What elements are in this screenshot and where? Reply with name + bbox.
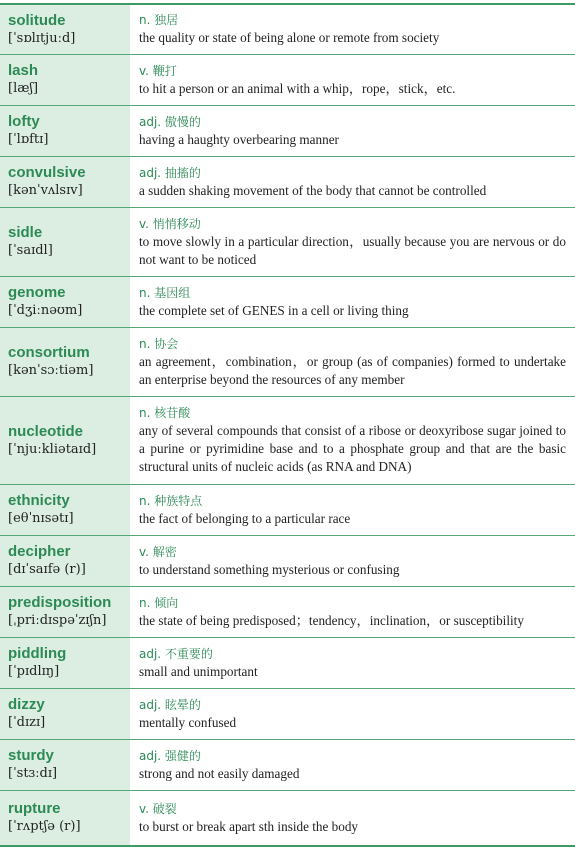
table-row (0, 208, 575, 277)
definition: to understand something mysterious or confusing (139, 561, 400, 577)
table-row (0, 740, 575, 791)
definition: to burst or break apart sth inside the body (139, 818, 359, 834)
part-of-speech: adj. 强健的 (139, 748, 201, 763)
word-cell (0, 536, 130, 586)
definition: the quality or state of being alone or remote from society (139, 30, 440, 45)
headword: predisposition (8, 594, 112, 611)
part-of-speech: n. 核苷酸 (139, 406, 191, 420)
table-row (0, 638, 575, 689)
table-row (0, 587, 575, 638)
definition: having a haughty overbearing manner (139, 131, 339, 147)
headword: solitude (8, 11, 66, 29)
definition-cell (130, 277, 575, 327)
part-of-speech: n. 协会 (139, 336, 179, 351)
word-cell (0, 397, 130, 484)
headword: lash (8, 62, 39, 79)
phonetic: [ˈpɪdlɪŋ] (8, 664, 60, 679)
phonetic: [kənˈvʌlsɪv] (8, 183, 83, 198)
phonetic: [ˈrʌptʃə (r)] (8, 819, 81, 834)
word-cell (0, 5, 130, 54)
word-cell (0, 485, 130, 535)
headword: sturdy (8, 747, 54, 764)
part-of-speech: v. 鞭打 (139, 63, 177, 78)
word-cell (0, 106, 130, 156)
headword: lofty (8, 113, 40, 130)
table-row (0, 55, 575, 106)
word-cell (0, 689, 130, 739)
headword: genome (8, 284, 66, 301)
definition-cell (130, 328, 575, 396)
definition-cell (130, 689, 575, 739)
phonetic: [ˌpriːdɪspəˈzɪʃn] (8, 613, 107, 628)
phonetic: [ˈsɒlɪtjuːd] (8, 30, 76, 46)
part-of-speech: v. 悄悄移动 (139, 216, 201, 231)
phonetic: [ˈdʒiːnəʊm] (8, 303, 83, 318)
definition: a sudden shaking movement of the body that cannot be controlled (139, 182, 487, 198)
definition-cell (130, 208, 575, 276)
definition: the complete set of GENES in a cell or living thing (139, 302, 409, 318)
definition: any of several compounds that consist of a ribose or deoxyribose sugar joined to a purine or pyrimidine base and to a phosphate group and that are the basic structural units of nucleic acids (as RNA and DNA) (139, 423, 566, 474)
phonetic: [ˈlɒftɪ] (8, 132, 49, 147)
headword: dizzy (8, 696, 45, 713)
word-cell (0, 277, 130, 327)
part-of-speech: v. 破裂 (139, 801, 177, 816)
table-row (0, 106, 575, 157)
table-row (0, 536, 575, 587)
word-cell (0, 638, 130, 688)
definition-cell (130, 587, 575, 637)
word-cell (0, 157, 130, 207)
definition-cell (130, 638, 575, 688)
word-cell (0, 55, 130, 105)
definition: small and unimportant (139, 663, 258, 679)
part-of-speech: n. 种族特点 (139, 493, 203, 508)
part-of-speech: v. 解密 (139, 544, 177, 559)
definition-cell (130, 157, 575, 207)
headword: nucleotide (8, 422, 84, 440)
definition-cell (130, 106, 575, 156)
headword: rupture (8, 800, 61, 817)
definition-cell (130, 485, 575, 535)
part-of-speech: adj. 不重要的 (139, 646, 213, 661)
definition: the state of being predisposed；tendency，inclination，or susceptibility (139, 612, 524, 628)
table-row (0, 791, 575, 845)
part-of-speech: n. 倾向 (139, 595, 179, 610)
word-cell (0, 791, 130, 845)
definition-cell (130, 536, 575, 586)
word-cell (0, 740, 130, 790)
definition: strong and not easily damaged (139, 765, 300, 781)
definition: to hit a person or an animal with a whip，rope，stick，etc. (139, 80, 456, 96)
headword: consortium (8, 344, 90, 361)
word-cell (0, 328, 130, 396)
table-row (0, 397, 575, 485)
headword: convulsive (8, 164, 86, 181)
definition-cell (130, 791, 575, 845)
definition: the fact of belonging to a particular race (139, 510, 351, 526)
definition-cell (130, 55, 575, 105)
part-of-speech: adj. 傲慢的 (139, 114, 201, 129)
phonetic: [kənˈsɔːtiəm] (8, 363, 94, 378)
table-row (0, 485, 575, 536)
table-row (0, 157, 575, 208)
part-of-speech: adj. 抽搐的 (139, 165, 201, 180)
vocabulary-table (0, 3, 575, 847)
definition-cell (130, 740, 575, 790)
table-row (0, 277, 575, 328)
definition: an agreement，combination，or group (as of companies) formed to undertake an enterprise beyond the resources of any member (139, 353, 566, 387)
table-row (0, 328, 575, 397)
headword: ethnicity (8, 492, 70, 509)
phonetic: [læʃ] (8, 81, 39, 96)
headword: decipher (8, 543, 71, 560)
headword: sidle (8, 224, 43, 241)
word-cell (0, 587, 130, 637)
phonetic: [ˈdɪzɪ] (8, 715, 46, 730)
word-cell (0, 208, 130, 276)
definition-cell (130, 397, 575, 484)
phonetic: [ˈsaɪdl] (8, 243, 53, 258)
phonetic: [ˈstɜːdɪ] (8, 766, 58, 781)
headword: piddling (8, 645, 67, 662)
definition: mentally confused (139, 714, 237, 730)
part-of-speech: adj. 眩晕的 (139, 697, 201, 712)
definition: to move slowly in a particular direction，usually because you are nervous or do not want to be noticed (139, 233, 566, 267)
part-of-speech: n. 基因组 (139, 285, 191, 300)
table-row (0, 5, 575, 55)
table-row (0, 689, 575, 740)
part-of-speech: n. 独居 (139, 13, 179, 27)
phonetic: [ˈnjuːkliətaɪd] (8, 441, 97, 457)
phonetic: [eθˈnɪsətɪ] (8, 511, 74, 526)
phonetic: [dɪˈsaɪfə (r)] (8, 562, 86, 577)
definition-cell (130, 5, 575, 54)
